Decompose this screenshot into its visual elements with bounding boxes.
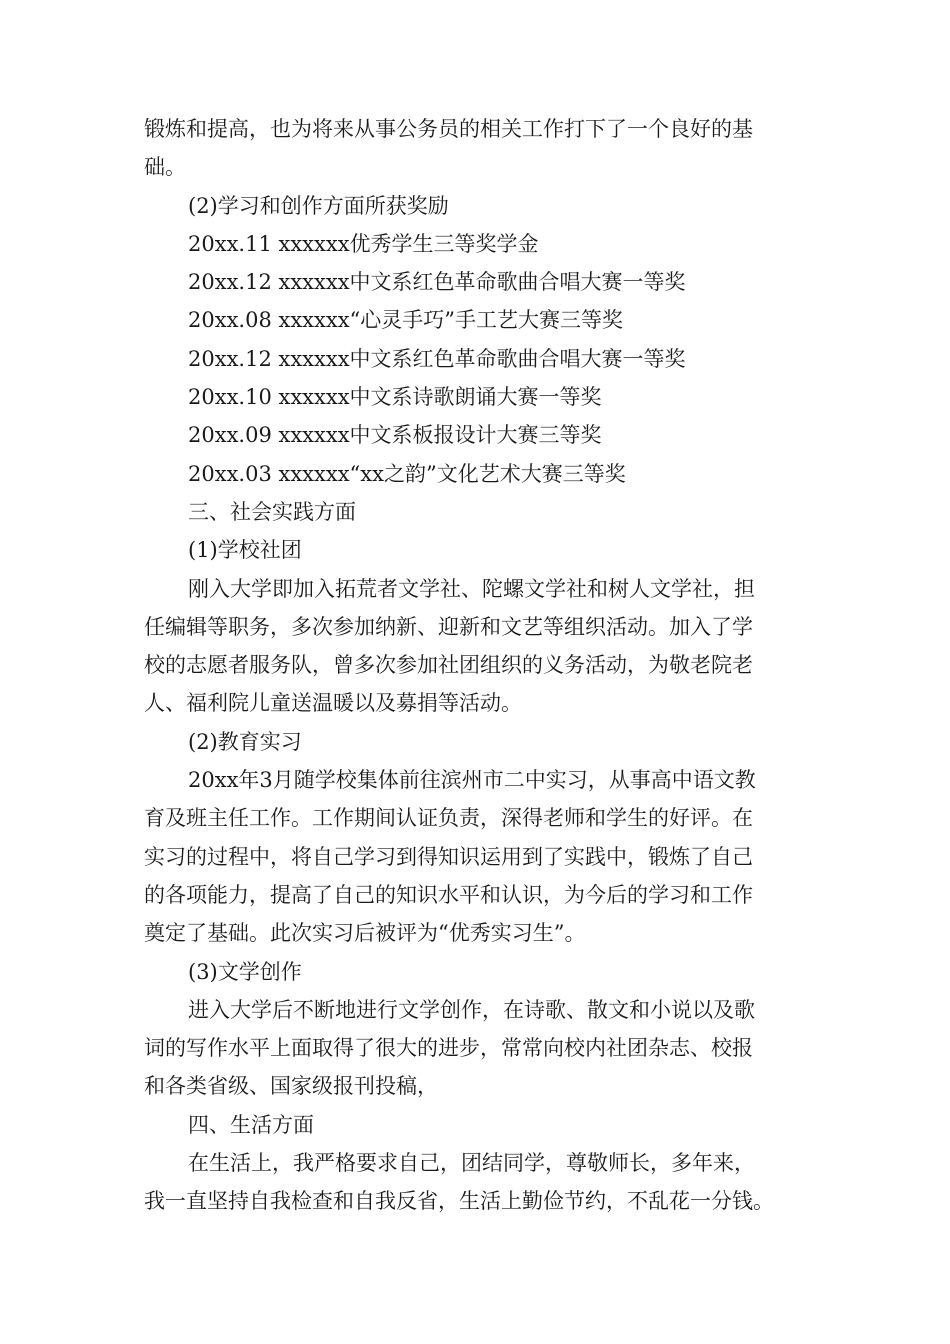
paragraph-line: 我一直坚持自我检查和自我反省，生活上勤俭节约，不乱花一分钱。	[144, 1189, 774, 1214]
section-subheading: (2)学习和创作方面所获奖励	[188, 193, 449, 218]
paragraph-line: 奠定了基础。此次实习后被评为“优秀实习生”。	[144, 921, 586, 946]
paragraph-line: 进入大学后不断地进行文学创作，在诗歌、散文和小说以及歌	[188, 997, 755, 1022]
award-item: 20xx.12 xxxxxx中文系红色革命歌曲合唱大赛一等奖	[188, 346, 686, 371]
paragraph-line: 刚入大学即加入拓荒者文学社、陀螺文学社和树人文学社，担	[188, 576, 755, 601]
paragraph-line: 校的志愿者服务队，曾多次参加社团组织的义务活动，为敬老院老	[144, 653, 753, 678]
award-item: 20xx.12 xxxxxx中文系红色革命歌曲合唱大赛一等奖	[188, 270, 686, 295]
paragraph-line: 20xx年3月随学校集体前往滨州市二中实习，从事高中语文教	[188, 768, 756, 793]
paragraph-line: 在生活上，我严格要求自己，团结同学，尊敬师长，多年来，	[188, 1151, 755, 1176]
paragraph-line: 实习的过程中，将自己学习到得知识运用到了实践中，锻炼了自己	[144, 844, 753, 869]
section-heading: 四、生活方面	[188, 1112, 314, 1137]
paragraph-line: 锻炼和提高，也为将来从事公务员的相关工作打下了一个良好的基	[144, 117, 753, 141]
section-subheading: (1)学校社团	[188, 538, 302, 563]
paragraph-line: 任编辑等职务，多次参加纳新、迎新和文艺等组织活动。加入了学	[144, 614, 753, 639]
award-item: 20xx.09 xxxxxx中文系板报设计大赛三等奖	[188, 423, 602, 448]
award-item: 20xx.11 xxxxxx优秀学生三等奖学金	[188, 231, 539, 256]
paragraph-line: 的各项能力，提高了自己的知识水平和认识，为今后的学习和工作	[144, 882, 753, 907]
document-body	[144, 110, 824, 1221]
paragraph-line: 和各类省级、国家级报刊投稿，	[144, 1074, 438, 1099]
paragraph-line: 础。	[144, 155, 186, 180]
section-heading: 三、社会实践方面	[188, 499, 356, 524]
section-subheading: (3)文学创作	[188, 959, 302, 984]
paragraph-line: 人、福利院儿童送温暖以及募捐等活动。	[144, 691, 522, 716]
section-subheading: (2)教育实习	[188, 729, 302, 754]
award-item: 20xx.03 xxxxxx“xx之韵”文化艺术大赛三等奖	[188, 461, 626, 486]
award-item: 20xx.10 xxxxxx中文系诗歌朗诵大赛一等奖	[188, 385, 602, 410]
paragraph-line: 育及班主任工作。工作期间认证负责，深得老师和学生的好评。在	[144, 806, 753, 831]
award-item: 20xx.08 xxxxxx“心灵手巧”手工艺大赛三等奖	[188, 308, 624, 333]
paragraph-line: 词的写作水平上面取得了很大的进步，常常向校内社团杂志、校报	[144, 1036, 753, 1061]
